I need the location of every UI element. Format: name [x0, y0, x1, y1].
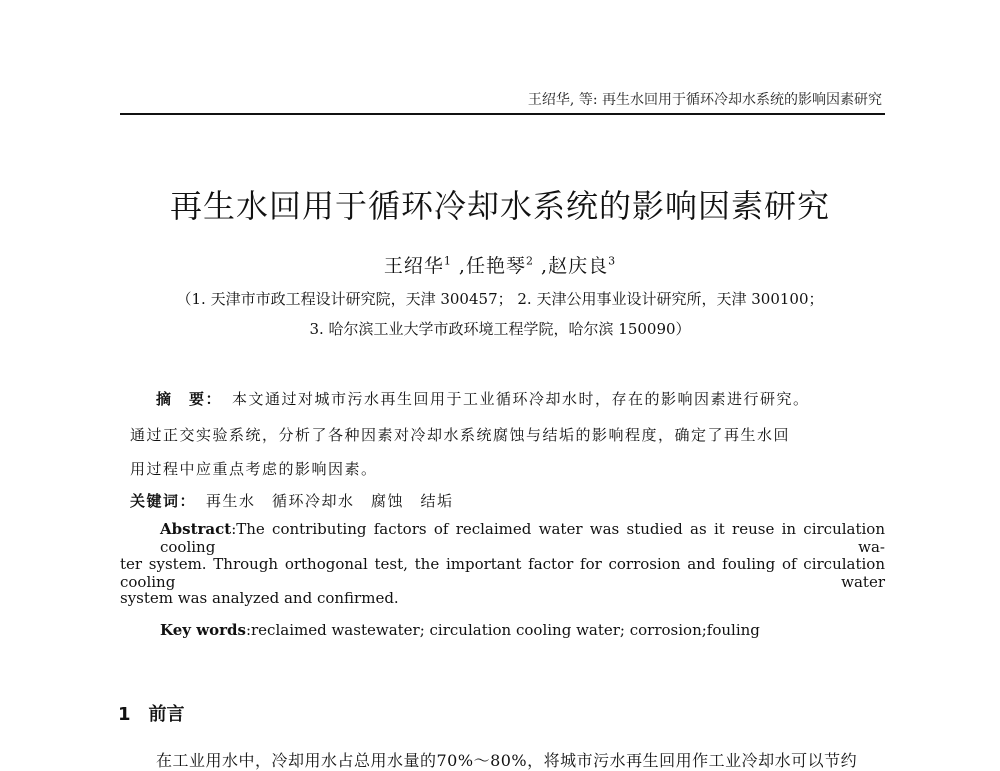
keywords-en — [160, 621, 760, 639]
keywords-en-label: Key words — [160, 621, 246, 639]
keywords-cn-terms: 再生水 循环冷却水 腐蚀 结垢 — [206, 492, 454, 510]
abstract-cn-text: 用过程中应重点考虑的影响因素。 — [130, 460, 378, 478]
body-paragraph: 在工业用水中，冷却用水占总用水量的70%～80%，将城市污水再生回用作工业冷却水可以节约 — [156, 751, 858, 770]
author-name: 王绍华 — [383, 255, 444, 277]
author-affil-mark: 2 — [526, 254, 534, 268]
author-list — [0, 251, 1000, 278]
abstract-cn — [156, 388, 916, 409]
affiliation-line: 3. 哈尔滨工业大学市政环境工程学院，哈尔滨 150090） — [309, 320, 691, 338]
abstract-cn-text: 通过正交实验系统，分析了各种因素对冷却水系统腐蚀与结垢的影响程度，确定了再生水回 — [130, 426, 791, 444]
keywords-cn — [130, 490, 890, 511]
section-heading — [118, 700, 185, 726]
section-number: 1 — [118, 704, 131, 725]
author-affil-mark: 1 — [443, 254, 452, 268]
running-head: 王绍华, 等: 再生水回用于循环冷却水系统的影响因素研究 — [527, 92, 882, 108]
abstract-en-text: ter system. Through orthogonal test, the important factor for corrosion and fouling of circulation cooling water — [120, 555, 885, 591]
abstract-en-text: system was analyzed and confirmed. — [120, 589, 399, 607]
paper-title: 再生水回用于循环冷却水系统的影响因素研究 — [169, 187, 830, 225]
header-rule — [120, 113, 885, 115]
author-affil-mark: 3 — [608, 254, 617, 268]
author-name: 任艳琴 — [465, 255, 526, 277]
abstract-en-label: Abstract — [160, 520, 232, 538]
keywords-cn-label: 关键词： — [130, 492, 197, 510]
author-separator: , — [534, 255, 549, 277]
affiliation-line: （1. 天津市市政工程设计研究院，天津 300457； 2. 天津公用事业设计研究所，天津 300100； — [176, 290, 824, 308]
abstract-en-text: :The contributing factors of reclaimed water was studied as it reuse in circulation cooling wa- — [160, 520, 885, 556]
abstract-cn-label: 摘 要： — [156, 390, 223, 408]
keywords-en-terms: :reclaimed wastewater; circulation cooling water; corrosion;fouling — [245, 621, 760, 639]
author-separator: , — [451, 255, 466, 277]
section-title: 前言 — [148, 704, 185, 725]
author-name: 赵庆良 — [548, 255, 609, 277]
abstract-cn-text: 本文通过对城市污水再生回用于工业循环冷却水时，存在的影响因素进行研究。 — [232, 390, 810, 408]
abstract-en — [160, 520, 885, 556]
